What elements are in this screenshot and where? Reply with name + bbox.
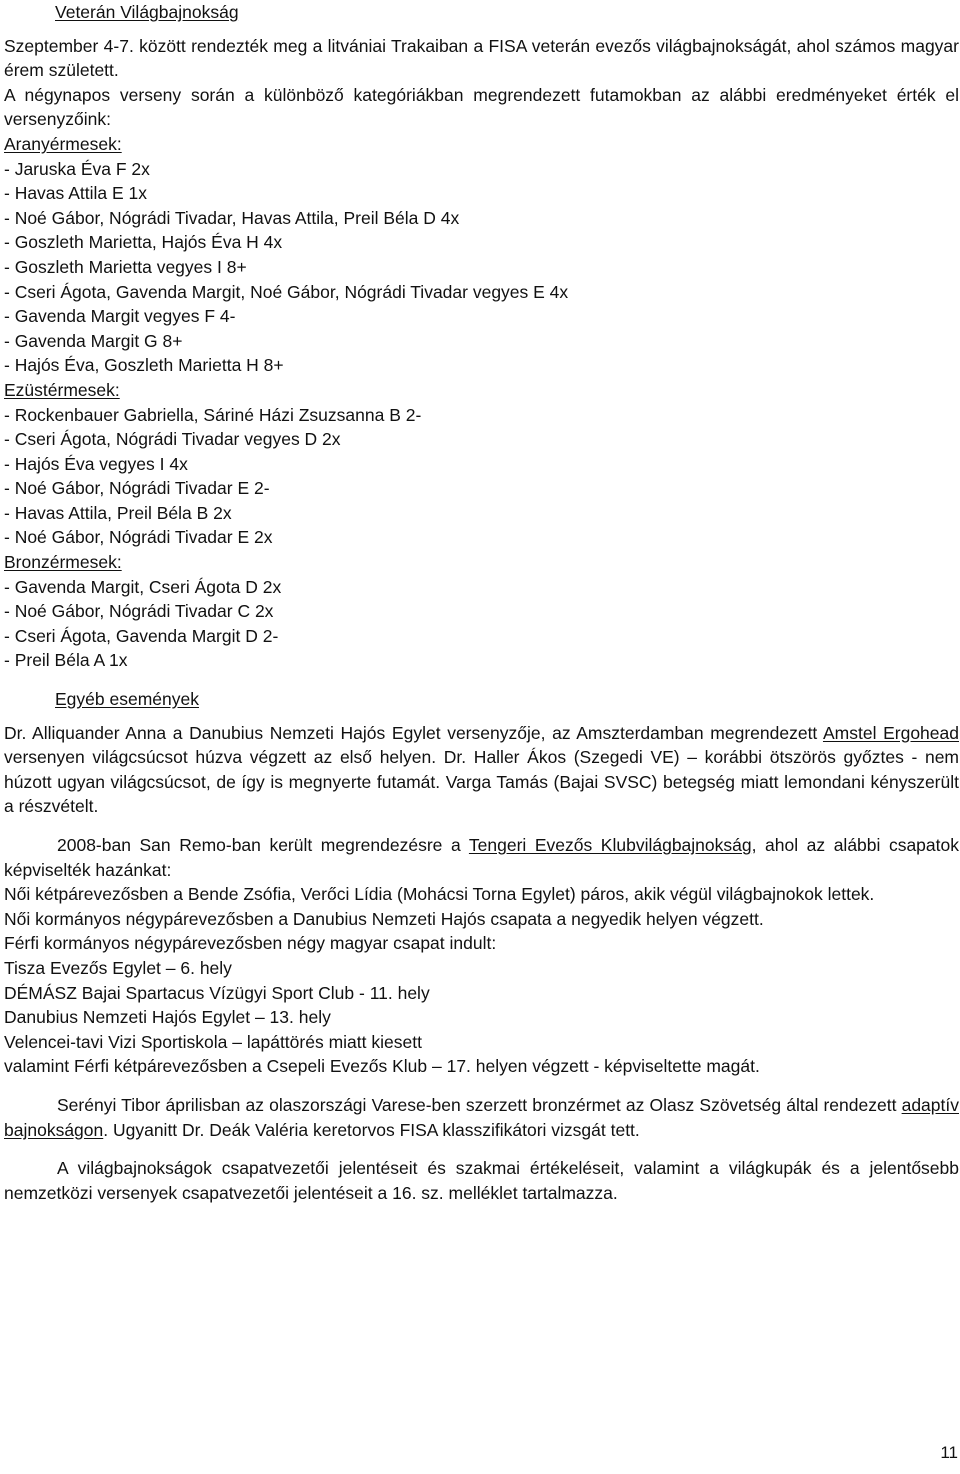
bronze-medals-label: Bronzérmesek: — [4, 552, 122, 573]
list-item: Velencei-tavi Vizi Sportiskola – lapáttörés miatt kiesett — [4, 1031, 422, 1052]
list-item: - Havas Attila E 1x — [4, 183, 147, 204]
paragraph-alliquander — [4, 721, 959, 819]
list-item: - Cseri Ágota, Gavenda Margit, Noé Gábor, Nógrádi Tivadar vegyes E 4x — [4, 281, 569, 302]
spacer — [4, 819, 959, 833]
gold-medals-label: Aranyérmesek: — [4, 133, 122, 154]
list-item: - Noé Gábor, Nógrádi Tivadar C 2x — [4, 601, 274, 622]
text-run: . Ugyanitt Dr. Deák Valéria keretorvos FISA klasszifikátori vizsgát tett. — [103, 1119, 640, 1140]
list-item: - Goszleth Marietta, Hajós Éva H 4x — [4, 232, 283, 253]
list-item: - Cseri Ágota, Gavenda Margit D 2- — [4, 625, 279, 646]
bronze-medals-list — [4, 575, 959, 673]
link-tengeri-evezos-klubvilagbajnoksag[interactable]: Tengeri Evezős Klubvilágbajnokság — [468, 835, 752, 855]
list-item: - Hajós Éva, Goszleth Marietta H 8+ — [4, 355, 284, 376]
section-heading-other-events: Egyéb események — [55, 689, 199, 710]
list-item: - Jaruska Éva F 2x — [4, 158, 150, 179]
section-heading-veteran: Veterán Világbajnokság — [55, 2, 239, 22]
text-run: 2008-ban San Remo-ban került megrendezésre a — [57, 835, 469, 855]
text-run: Serényi Tibor áprilisban az olaszországi Varese-ben szerzett bronzérmet az Olasz Szövetség által rendezett — [57, 1094, 902, 1115]
list-item: - Preil Béla A 1x — [4, 650, 128, 671]
paragraph-noi-ketparevezos: Női kétpárevezősben a Bende Zsófia, Verőci Lídia (Mohácsi Torna Egylet) páros, akik végül világbajnokok lettek. — [4, 884, 875, 905]
list-item: Férfi kormányos négypárevezősben négy magyar csapat indult: — [4, 933, 497, 954]
list-item: DÉMÁSZ Bajai Spartacus Vízügyi Sport Club - 11. hely — [4, 982, 430, 1003]
silver-medals-list — [4, 403, 959, 551]
text-run: versenyen világcsúcsot húzva végzett az első helyen. Dr. Haller Ákos (Szegedi VE) – korábbi ötszörös győztes - nem húzott ugyan világcsúcsot, de így is megnyerte futamát. Varga Tamás (Bajai SVSC) betegség miatt lemondani kényszerült a részvételt. — [4, 747, 959, 817]
paragraph-results-intro: A négynapos verseny során a különböző kategóriákban megrendezett futamokban az alábbi eredményeket érték el versenyzőink: — [4, 84, 959, 130]
list-item: - Goszleth Marietta vegyes I 8+ — [4, 256, 247, 277]
list-item: - Hajós Éva vegyes I 4x — [4, 453, 188, 474]
list-item: - Havas Attila, Preil Béla B 2x — [4, 502, 232, 523]
document-page — [4, 0, 959, 1205]
spacer — [4, 673, 959, 687]
list-item: valamint Férfi kétpárevezősben a Csepeli Evezős Klub – 17. helyen végzett - képviseltette magát. — [4, 1056, 760, 1077]
list-item: - Noé Gábor, Nógrádi Tivadar E 2x — [4, 527, 273, 548]
gold-medals-list — [4, 157, 959, 378]
spacer — [4, 1079, 959, 1093]
list-item: - Gavenda Margit G 8+ — [4, 330, 183, 351]
list-item: Tisza Evezős Egylet – 6. hely — [4, 957, 232, 978]
text-run: , ahol az alábbi csapatok képviselték hazánkat: — [4, 835, 959, 880]
list-item: - Cseri Ágota, Nógrádi Tivadar vegyes D 2x — [4, 429, 341, 450]
paragraph-serenyi — [4, 1093, 959, 1142]
link-amstel-ergohead[interactable]: Amstel Ergohead — [822, 722, 959, 743]
sanremo-results-list — [4, 907, 959, 1079]
spacer — [4, 1142, 959, 1156]
list-item: - Noé Gábor, Nógrádi Tivadar, Havas Attila, Preil Béla D 4x — [4, 207, 460, 228]
spacer — [4, 712, 959, 721]
paragraph-sanremo — [4, 833, 959, 882]
page-number: 11 — [940, 1443, 958, 1462]
paragraph-intro: Szeptember 4-7. között rendezték meg a litvániai Trakaiban a FISA veterán evezős világbajnokságát, ahol számos magyar érem született. — [4, 35, 959, 81]
list-item: Női kormányos négypárevezősben a Danubius Nemzeti Hajós csapata a negyedik helyen végzett. — [4, 908, 764, 929]
list-item: - Rockenbauer Gabriella, Sáriné Házi Zsuzsanna B 2- — [4, 404, 422, 425]
link-adaptiv-bajnoksag[interactable]: adaptív bajnokságon — [4, 1094, 959, 1140]
text-run: Dr. Alliquander Anna a Danubius Nemzeti Hajós Egylet versenyzője, az Amszterdamban megrendezett — [4, 722, 823, 743]
silver-medals-label: Ezüstérmesek: — [4, 379, 120, 400]
list-item: - Gavenda Margit, Cseri Ágota D 2x — [4, 576, 282, 597]
paragraph-final: A világbajnokságok csapatvezetői jelentéseit és szakmai értékeléseit, valamint a világkupák és a jelentősebb nemzetközi versenyek csapatvezetői jelentéseit a 16. sz. melléklet tartalmazza. — [4, 1158, 959, 1203]
list-item: Danubius Nemzeti Hajós Egylet – 13. hely — [4, 1007, 331, 1028]
list-item: - Gavenda Margit vegyes F 4- — [4, 306, 236, 327]
list-item: - Noé Gábor, Nógrádi Tivadar E 2- — [4, 478, 270, 499]
spacer — [4, 25, 959, 34]
